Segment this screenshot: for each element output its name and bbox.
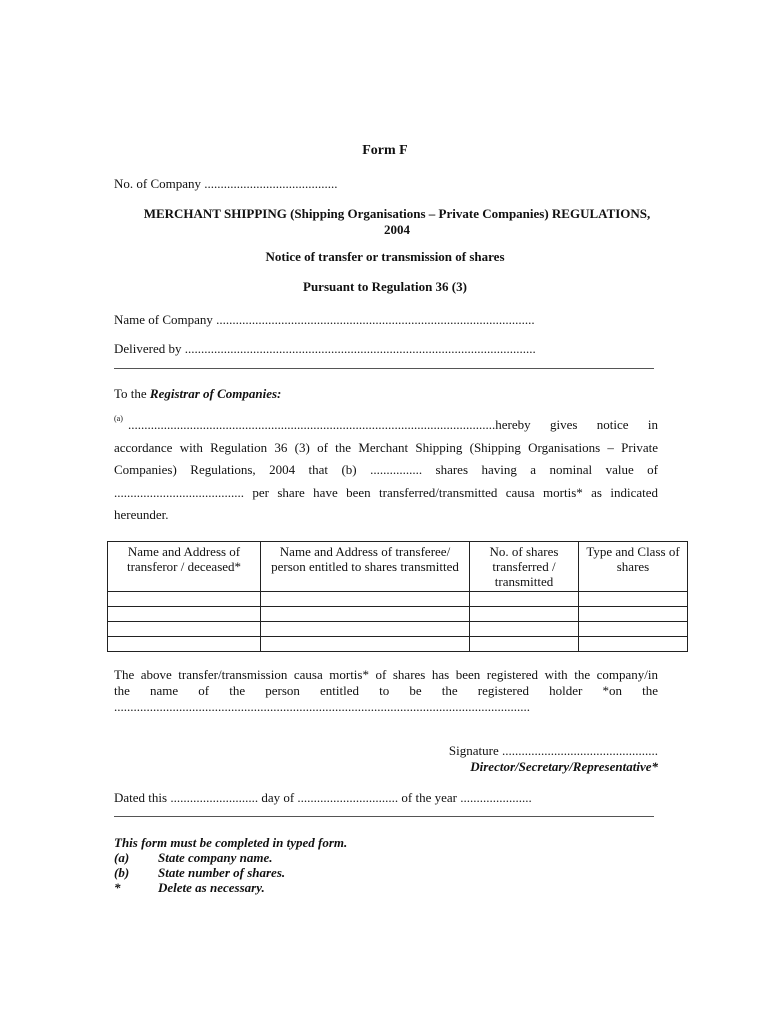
- notice-paragraph: [114, 414, 658, 527]
- notice-line-2: accordance with Regulation 36 (3) of the Merchant Shipping (Shipping Organisations – Private: [114, 439, 658, 455]
- delivered-by-line: Delivered by ............................................................................................................: [114, 341, 536, 356]
- regulation-title-line1: MERCHANT SHIPPING (Shipping Organisations – Private Companies) REGULATIONS,: [143, 206, 651, 221]
- table-cell[interactable]: [579, 637, 688, 652]
- table-cell[interactable]: [470, 637, 579, 652]
- notice-line-4: ........................................ per share have been transferred/transmitted causa mortis* as indicated: [114, 484, 658, 500]
- table-row: [108, 622, 688, 637]
- table-cell[interactable]: [579, 592, 688, 607]
- table-row: [108, 637, 688, 652]
- table-cell[interactable]: [108, 637, 261, 652]
- divider-top: [114, 368, 654, 369]
- header-transferee: Name and Address of transferee/ person entitled to shares transmitted: [261, 542, 470, 592]
- registration-line-3: ................................................................................................................................: [114, 699, 530, 714]
- table-cell[interactable]: [108, 607, 261, 622]
- note-key: (a): [114, 850, 130, 865]
- note-key: *: [114, 880, 121, 895]
- note-text: Delete as necessary.: [158, 880, 265, 895]
- note-item: [114, 880, 265, 896]
- notice-line-5: hereunder.: [114, 507, 169, 522]
- notice-line-3: Companies) Regulations, 2004 that (b) ................ shares having a nominal value of: [114, 462, 658, 477]
- notice-line-1: [114, 414, 658, 437]
- table-cell[interactable]: [108, 622, 261, 637]
- table-cell[interactable]: [261, 592, 470, 607]
- addressee-line: [114, 386, 281, 402]
- company-number-line: No. of Company .........................................: [114, 176, 338, 191]
- header-transferor: Name and Address of transferor / deceased*: [108, 542, 261, 592]
- table-cell[interactable]: [261, 622, 470, 637]
- registrar-label: Registrar of Companies:: [149, 386, 282, 401]
- table-row: [108, 592, 688, 607]
- registration-paragraph: [114, 667, 658, 715]
- signatory-role: Director/Secretary/Representative*: [470, 759, 658, 774]
- header-no-of-shares: No. of shares transferred / transmitted: [470, 542, 579, 592]
- name-of-company-line: Name of Company ..................................................................................................: [114, 312, 535, 327]
- regulation-title: [107, 206, 687, 238]
- table-cell[interactable]: [470, 592, 579, 607]
- notes-heading: This form must be completed in typed form.: [114, 835, 348, 850]
- table-cell[interactable]: [470, 607, 579, 622]
- addressee-prefix: To the: [114, 386, 150, 401]
- regulation-title-line2: 2004: [384, 222, 410, 237]
- dated-line: Dated this ........................... day of ............................... of the year ......................: [114, 790, 532, 805]
- notice-line-1-text: .................................................................................................................hereby gives notice in: [128, 417, 658, 432]
- notice-title: Notice of transfer or transmission of shares: [265, 249, 505, 264]
- table-cell[interactable]: [470, 622, 579, 637]
- divider-bottom: [114, 816, 654, 817]
- table-cell[interactable]: [108, 592, 261, 607]
- table-header-row: [108, 542, 688, 592]
- pursuant-line: Pursuant to Regulation 36 (3): [303, 279, 467, 294]
- table-row: [108, 607, 688, 622]
- table-cell[interactable]: [579, 607, 688, 622]
- registration-line-2: the name of the person entitled to be the registered holder *on the: [114, 683, 658, 698]
- registration-line-1: The above transfer/transmission causa mortis* of shares has been registered with the company/in: [114, 667, 658, 682]
- share-transfer-table: [107, 541, 688, 652]
- signature-block: [360, 743, 658, 775]
- signature-line: Signature ................................................: [448, 743, 658, 758]
- table-cell[interactable]: [579, 622, 688, 637]
- note-item: [114, 865, 285, 881]
- note-text: State number of shares.: [158, 865, 286, 880]
- form-title: Form F: [362, 143, 408, 158]
- note-item: [114, 850, 272, 866]
- note-key: (b): [114, 865, 130, 880]
- table-cell[interactable]: [261, 607, 470, 622]
- table-cell[interactable]: [261, 637, 470, 652]
- header-type-class: Type and Class of shares: [579, 542, 688, 592]
- footnote-marker-a: (a): [114, 414, 123, 423]
- note-text: State company name.: [158, 850, 273, 865]
